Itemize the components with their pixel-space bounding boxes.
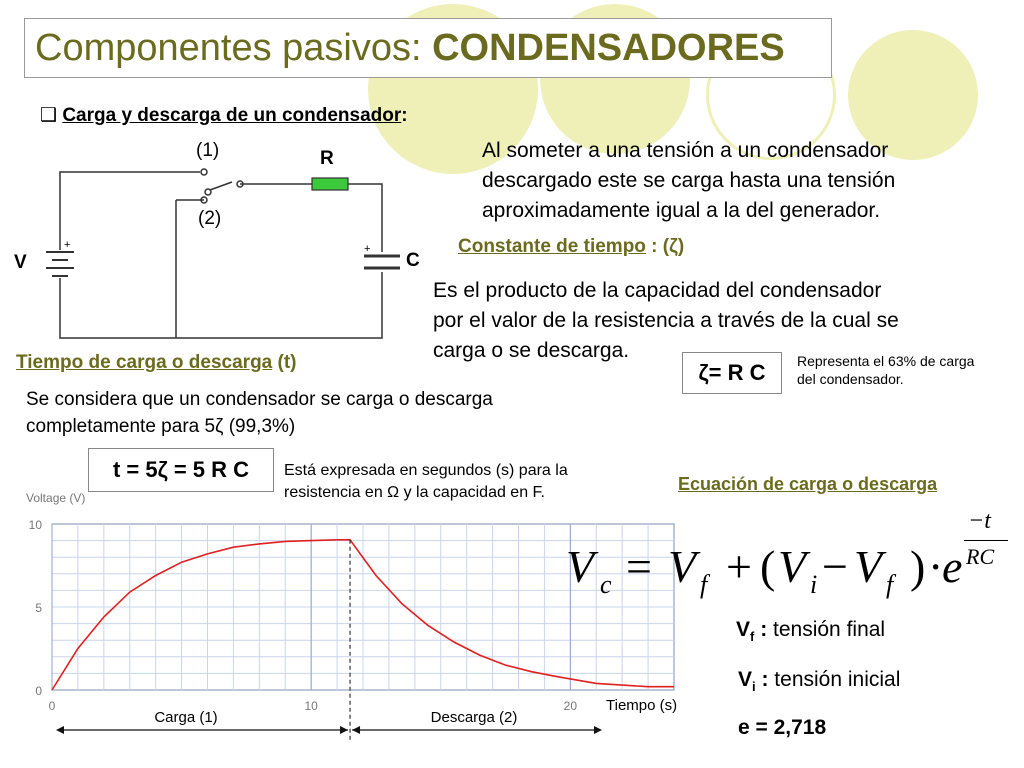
time-constant-description: Es el producto de la capacidad del condensador por el valor de la resistencia a través de la cual se carga o se descarga. (433, 279, 899, 362)
time-constant-heading: Constante de tiempo : (ζ) (458, 236, 685, 257)
page-title: Componentes pasivos: CONDENSADORES (35, 27, 785, 69)
section-heading: ❑ Carga y descarga de un condensador: (40, 105, 408, 126)
carga-arrowhead-right (340, 726, 348, 734)
x-tick-label: 20 (563, 699, 578, 713)
bullet-icon: ❑ (40, 105, 58, 126)
time-constant-formula: ζ= R C (682, 352, 782, 394)
y-tick-label: 0 (35, 684, 42, 698)
voltage-label: V (14, 252, 27, 273)
y-tick-label: 5 (35, 601, 42, 615)
charge-time-note: Está expresada en segundos (s) para la resistencia en Ω y la capacidad en F. (284, 462, 568, 501)
time-constant-note: Representa el 63% de carga del condensador. (797, 353, 975, 387)
charge-time-formula: t = 5ζ = 5 R C (88, 448, 274, 492)
capacitor-label: C (406, 250, 420, 271)
switch-position-2: (2) (198, 208, 222, 229)
charge-time-heading: Tiempo de carga o descarga (t) (16, 352, 297, 373)
exponent-denominator: RC (966, 544, 995, 569)
legend-vi: $V_i$ : tensión inicial (738, 668, 901, 695)
battery-plus-label: + (64, 239, 71, 251)
charge-time-description: Se considera que un condensador se carga o descarga completamente para 5ζ (99,3%) (26, 389, 493, 437)
carga-arrowhead-left (56, 726, 64, 734)
descarga-arrowhead-left (352, 726, 360, 734)
carga-label: Carga (1) (154, 709, 218, 726)
switch-position-1: (1) (196, 140, 220, 161)
descarga-label: Descarga (2) (430, 709, 518, 726)
voltage-chart (0, 486, 690, 766)
y-tick-label: 10 (28, 518, 42, 532)
legend-vf: $V_f$ : tensión final (736, 618, 886, 645)
charge-equation: V c = V f + ( V i − V f ) · e (566, 541, 963, 599)
exponent-fraction-bar (964, 540, 1008, 541)
x-axis-label: Tiempo (s) (606, 697, 678, 714)
rc-circuit-diagram (0, 130, 440, 350)
descarga-arrowhead-right (594, 726, 602, 734)
y-axis-label: Voltage (V) (26, 491, 86, 505)
title-box (24, 18, 832, 78)
x-tick-label: 10 (304, 699, 318, 713)
resistor-label: R (320, 148, 334, 169)
exponent-numerator: −t (968, 508, 991, 534)
legend-e-value: e = 2,718 (738, 716, 827, 739)
equation-heading: Ecuación de carga o descarga (678, 474, 938, 494)
capacitor-plus-label: + (364, 243, 371, 255)
intro-paragraph: Al someter a una tensión a un condensador descargado este se carga hasta una tensión aproximadamente igual a la del generador. (482, 139, 896, 222)
x-tick-label: 0 (48, 699, 56, 713)
